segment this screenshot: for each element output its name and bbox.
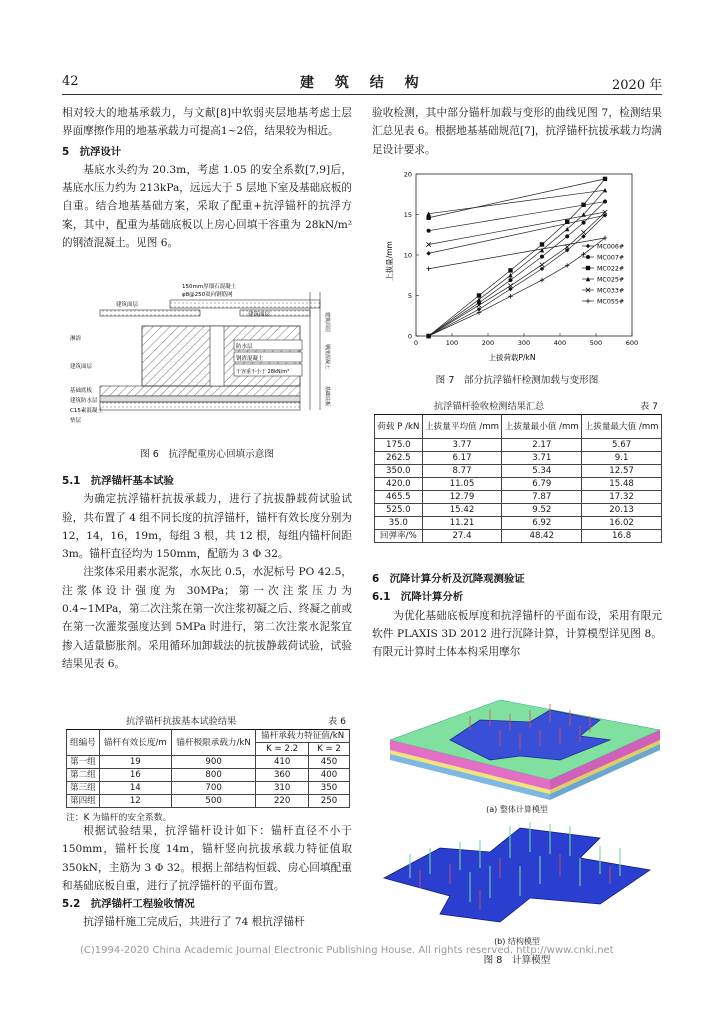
fig6-label: 干容重不小于 28kN/m³ [236, 369, 290, 375]
table-cell: 700 [171, 782, 255, 795]
legend-entry: MC022# [597, 265, 625, 273]
table-cell: 回弹率/% [375, 530, 423, 543]
data-point [427, 229, 431, 233]
series-line [429, 212, 605, 336]
series-line [429, 238, 605, 336]
table-cell: 第二组 [67, 769, 100, 782]
table-cell: 16.02 [582, 517, 662, 530]
table-cell: 5.67 [582, 439, 662, 452]
data-point [477, 310, 481, 314]
fig6-label: 建筑面层 [248, 312, 271, 318]
table-cell: 450 [308, 756, 349, 769]
paragraph: 为优化基础底板厚度和抗浮锚杆的平面布设，采用有限元软件 PLAXIS 3D 2012 进行沉降计算，计算模型详见图 8。有限元计算时土体本构采用摩尔 [372, 609, 662, 659]
table-header: 锚杆极限承载力/kN [171, 730, 255, 756]
table-cell: 6.79 [502, 478, 582, 491]
x-tick-label: 200 [481, 339, 495, 347]
table-cell: 900 [171, 756, 255, 769]
table-cell: 3.77 [422, 439, 502, 452]
table-cell: 19 [99, 756, 171, 769]
data-point [477, 293, 481, 297]
series-MC007# [427, 200, 607, 338]
figure-6-caption: 图 6 抗浮配重房心回填示意图 [140, 449, 274, 460]
legend-entry: MC007# [597, 254, 625, 262]
surface-layer [170, 300, 320, 308]
y-tick-label: 10 [403, 251, 412, 260]
y-tick-label: 5 [407, 292, 412, 300]
table-cell: 8.77 [422, 465, 502, 478]
legend-entry: MC033# [597, 287, 625, 295]
table-cell: 9.52 [502, 504, 582, 517]
fig6-label: φ8@250双向钢筋网 [182, 292, 233, 298]
table-cell: 35.0 [375, 517, 423, 530]
data-point [508, 268, 512, 272]
table-cell: 12.57 [582, 465, 662, 478]
figure-6-diagram [70, 282, 350, 430]
table-row [67, 769, 350, 782]
series-MC022# [426, 177, 607, 339]
table-7-grid [374, 414, 662, 543]
paragraph: 相对较大的地基承载力，与文献[8]中软弱夹层地基考虑土层界面摩擦作用的地基承载力可提高1~2倍，结果较为相近。 [62, 107, 352, 138]
table-cell: 6.92 [502, 517, 582, 530]
table-row [375, 439, 662, 452]
data-point [509, 278, 513, 282]
partition-wall [210, 326, 224, 386]
table-row [375, 517, 662, 530]
table-cell: 465.5 [375, 491, 423, 504]
table-title: 抗浮锚杆验收检测结果汇总 [434, 401, 545, 412]
table-caption [374, 398, 662, 414]
fig6-label: 基础底板 [324, 386, 330, 407]
table-cell: 500 [171, 795, 255, 808]
fig6-label: 防水层 [236, 344, 253, 350]
data-point [426, 251, 430, 255]
table-cell: 27.4 [422, 530, 502, 543]
data-point [426, 267, 430, 271]
table-header: 上拔量平均值 /mm [422, 415, 502, 439]
table-7 [374, 398, 662, 543]
fig6-label: 建筑面层 [70, 364, 93, 370]
table-cell: 14 [99, 782, 171, 795]
c15-concrete [100, 402, 300, 410]
fig6-label: 钢渣混凝土 [236, 356, 264, 362]
surface-layer-left [100, 310, 200, 316]
table-cell: 360 [256, 769, 309, 782]
table-cell: 16 [99, 769, 171, 782]
legend-entry: MC025# [597, 276, 625, 284]
table-6 [66, 713, 350, 823]
table-header: 上拔量最小值 /mm [502, 415, 582, 439]
table-note: 注：K 为锚杆的安全系数。 [66, 813, 172, 823]
table-cell: 350 [308, 782, 349, 795]
table-cell: 20.13 [582, 504, 662, 517]
legend-entry: MC055# [597, 298, 625, 306]
table-cell: 第一组 [67, 756, 100, 769]
fig6-label: 建筑面层 [116, 302, 139, 308]
x-tick-label: 100 [445, 339, 459, 347]
table-cell: 17.32 [582, 491, 662, 504]
header-rule [62, 94, 662, 95]
table-cell: 9.1 [582, 452, 662, 465]
table-row [375, 530, 662, 543]
table-cell: 3.71 [502, 452, 582, 465]
table-cell: 5.34 [502, 465, 582, 478]
table-cell: 11.21 [422, 517, 502, 530]
section-title: 5.2 抗浮锚杆工程验收情况 [62, 898, 195, 911]
paragraph: 根据试验结果，抗浮锚杆设计如下：锚杆直径不小于 150mm，锚杆长度 14m，锚杆竖向抗拔承载力特征值取 350kN，主筋为 3 Φ 32。根据上部结构恒载、房心回填配重和基础底板自重，进行了抗浮锚杆的平面布置。 [62, 825, 352, 892]
table-row [67, 795, 350, 808]
table-number: 表 7 [640, 401, 658, 412]
table-cell: 16.8 [582, 530, 662, 543]
journal-title: 建 筑 结 构 [300, 75, 427, 91]
unload-line [429, 238, 605, 269]
fig6-label: 150mm厚细石混凝土 [182, 284, 237, 290]
table-cell: 12 [99, 795, 171, 808]
legend-entry: MC006# [597, 243, 625, 251]
figure-8b-model [380, 818, 662, 936]
data-point [565, 220, 569, 224]
section-title: 6.1 沉降计算分析 [372, 591, 464, 604]
table-cell: 15.42 [422, 504, 502, 517]
table-cell: 175.0 [375, 439, 423, 452]
table-row [375, 491, 662, 504]
table-cell: 11.05 [422, 478, 502, 491]
figure-7-caption: 图 7 部分抗浮锚杆检测加载与变形图 [435, 375, 599, 386]
figure-7-chart [382, 166, 652, 364]
table-header: 上拔量最大值 /mm [582, 415, 662, 439]
paragraph: 注浆体采用素水泥浆，水灰比 0.5，水泥标号 PO 42.5，注浆体设计强度为 30MPa；第一次注浆压力为 0.4~1MPa，第二次注浆在第一次注浆初凝之后、终凝之前或在第一次灌浆强度达到 5MPa 时进行，第二次注浆水泥浆宜掺入适量膨胀剂。采用循环加卸载法的抗拔静载荷试验，试验结果见表 6。 [62, 566, 352, 670]
waterproof-layer [100, 396, 300, 402]
table-row [375, 452, 662, 465]
right-column-top [372, 104, 662, 159]
figure-8-caption: 图 8 计算模型 [483, 955, 551, 966]
foundation-slab [100, 386, 300, 396]
table-6-grid [66, 729, 350, 808]
fig6-label: 淋浴 [70, 336, 82, 342]
copyright-footer: (C)1994-2020 China Academic Journal Electronic Publishing House. All rights reserved. http://www.cnki.net [80, 945, 614, 956]
data-point [603, 200, 607, 204]
page-number: 42 [62, 74, 79, 89]
table-header: K = 2.2 [256, 743, 309, 756]
data-point [582, 221, 586, 225]
table-row [375, 465, 662, 478]
y-tick-label: 20 [403, 170, 412, 179]
table-header: 荷载 P /kN [375, 415, 423, 439]
left-column-bottom [62, 822, 352, 932]
data-point [581, 230, 585, 234]
table-cell: 420.0 [375, 478, 423, 491]
unload-line [429, 215, 605, 253]
table-cell: 6.17 [422, 452, 502, 465]
table-cell: 2.17 [502, 439, 582, 452]
unload-line [429, 202, 605, 231]
table-header: 锚杆有效长度/m [99, 730, 171, 756]
table-number: 表 6 [328, 716, 346, 727]
section-title: 5.1 抗浮锚杆基本试验 [62, 475, 174, 487]
table-cell: 310 [256, 782, 309, 795]
section-title: 5 抗浮设计 [62, 145, 122, 158]
x-tick-label: 500 [589, 339, 603, 347]
table-row [375, 478, 662, 491]
table-row [375, 504, 662, 517]
table-row [67, 782, 350, 795]
data-point [540, 242, 544, 246]
table-cell: 800 [171, 769, 255, 782]
data-point [586, 244, 590, 248]
table-cell: 525.0 [375, 504, 423, 517]
x-tick-label: 600 [625, 339, 639, 347]
table-cell: 410 [256, 756, 309, 769]
data-point [565, 263, 569, 267]
table-cell: 15.48 [582, 478, 662, 491]
table-header: 组编号 [67, 730, 100, 756]
figure-8a-model [380, 680, 662, 802]
paragraph: 抗浮锚杆施工完成后，共进行了 74 根抗浮锚杆 [83, 916, 305, 929]
section-title: 6 沉降计算分析及沉降观测验证 [372, 573, 525, 585]
data-point [586, 266, 590, 270]
table-cell: 350.0 [375, 465, 423, 478]
y-tick-label: 0 [407, 332, 412, 341]
data-point [586, 299, 590, 303]
table-row [67, 756, 350, 769]
data-point [565, 234, 569, 238]
table-caption [66, 713, 350, 729]
fig6-label: 基础底板 [70, 388, 93, 394]
table-cell: 第四组 [67, 795, 100, 808]
chart-y-label: 上拔量/mm [385, 241, 394, 281]
x-tick-label: 400 [553, 339, 567, 347]
data-point [540, 255, 544, 259]
data-point [586, 255, 590, 259]
figure-8a-caption: (a) 整体计算模型 [486, 805, 548, 814]
fig6-label: 垫层 [70, 418, 82, 424]
data-point [508, 294, 512, 298]
series-MC033# [426, 210, 607, 338]
table-cell: 262.5 [375, 452, 423, 465]
chart-x-label: 上拔荷载P/kN [488, 353, 536, 362]
unload-line [429, 212, 605, 244]
fig6-label: 钢渣混凝土 [324, 344, 330, 370]
data-point [540, 278, 544, 282]
table-cell: 48.42 [502, 530, 582, 543]
data-point [603, 177, 607, 181]
data-point [426, 216, 430, 220]
table-cell: 400 [308, 769, 349, 782]
table-cell: 7.87 [502, 491, 582, 504]
table-cell: 第三组 [67, 782, 100, 795]
paragraph: 基底水头约为 20.3m，考虑 1.05 的安全系数[7,9]后，基底水压力约为 213kPa，远远大于 5 层地下室及基础底板的自重。结合地基基础方案，采取了配重+抗浮锚杆的抗浮方案，其中，配重为基础底板以上房心回填干容重为 28kN/m² 的钢渣混凝土。见图 6。 [62, 163, 352, 250]
table-header: 锚杆承载力特征值/kN [256, 730, 350, 743]
journal-year: 2020 年 [612, 78, 663, 93]
data-point [581, 203, 585, 207]
right-column-mid [372, 570, 662, 661]
table-header: K = 2 [308, 743, 349, 756]
unload-line [429, 179, 605, 218]
fig6-label: 建筑面层 [324, 312, 330, 333]
data-point [540, 263, 544, 267]
y-tick-label: 15 [403, 211, 412, 219]
left-column-top [62, 104, 352, 252]
left-column-mid [62, 472, 352, 673]
table-title: 抗浮锚杆抗拔基本试验结果 [126, 716, 237, 727]
paragraph: 为确定抗浮锚杆抗拔承载力，进行了抗拔静载荷试验试验，共布置了 4 组不同长度的抗浮锚杆，锚杆有效长度分别为 12，14，16，19m，每组 3 根，共 12 根，每组内锚杆间距 3m。锚杆直径均为 150mm，配筋为 3 Φ 32。 [62, 493, 352, 561]
fig6-label: 建筑防水层 [70, 398, 98, 404]
fig6-label: C15素混凝土 [70, 408, 103, 414]
figure-8b-caption: (b) 结构模型 [494, 937, 540, 946]
paragraph: 验收检测，其中部分锚杆加载与变形的曲线见图 7，检测结果汇总见表 6。根据地基基础规范[7]，抗浮锚杆抗拔承载力均满足设计要求。 [372, 107, 662, 156]
table-cell: 220 [256, 795, 309, 808]
series-line [429, 202, 605, 336]
table-cell: 250 [308, 795, 349, 808]
x-tick-label: 300 [517, 339, 531, 347]
x-tick-label: 0 [413, 339, 419, 347]
table-cell: 12.79 [422, 491, 502, 504]
